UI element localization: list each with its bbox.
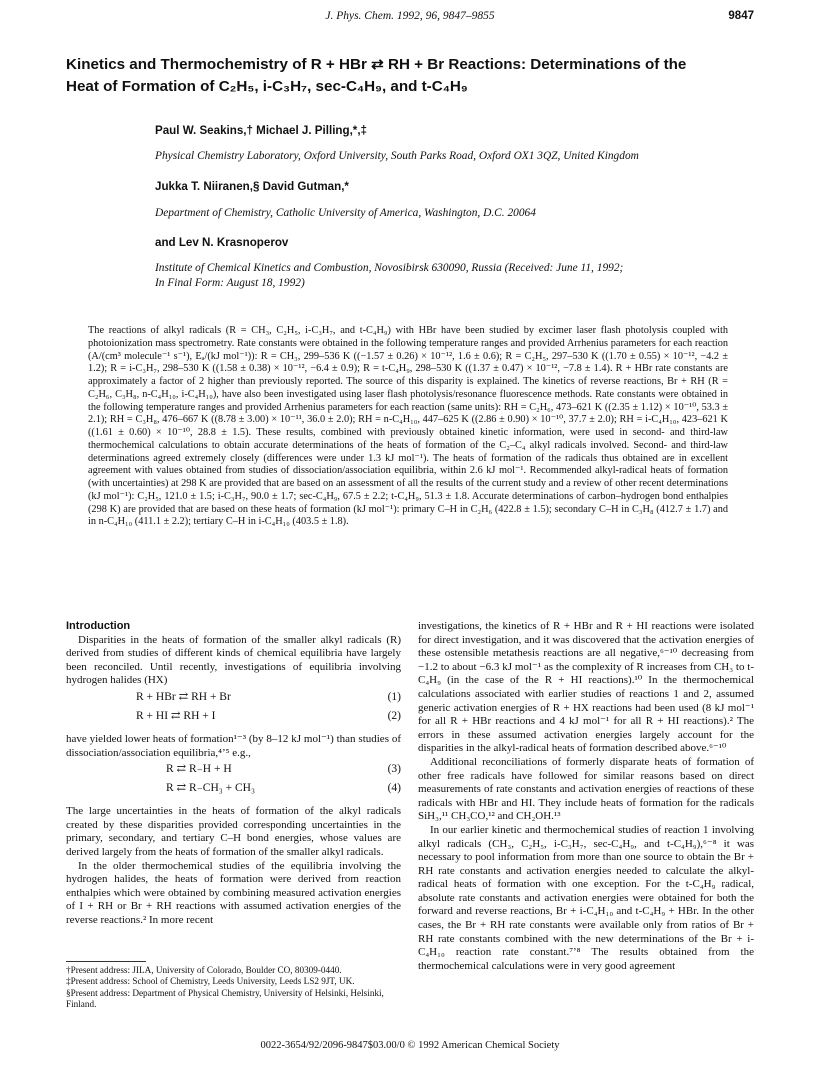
equation-4-text: R ⇄ R₋CH₃ + CH₃	[166, 782, 256, 795]
page-footer: 0022-3654/92/2096-9847$03.00/0 © 1992 American Chemical Society	[260, 1040, 560, 1051]
equation-3-text: R ⇄ R₋H + H	[166, 763, 232, 776]
left-column	[66, 620, 401, 928]
equation-1	[66, 691, 401, 710]
right-column	[418, 620, 754, 973]
intro-paragraph-5: investigations, the kinetics of R + HBr and R + HI reactions were isolated for direct investigation, and it was discovered that the activation energies of these ostensible metathesis reactions are all negative,⁶⁻¹⁰ decreasing from −1.2 to about −6.3 kJ mol⁻¹ as the complexity of R increases from CH₃ to t-C₄H₉ (in the case of the R + HI reactions).¹⁰ In the thermochemical calculations associated with earlier studies of reactions 1 and 2, assumed generic activation energies of R + HX reactions had been used (8 kJ mol⁻¹ for all R + HBr reactions and 4 kJ mol⁻¹ for all R + HI reactions).² The errors in these assumed activation energies largely account for the disparities in the alkyl-radical heats of formation described above.⁶⁻¹⁰	[418, 620, 754, 755]
affiliation-1: Physical Chemistry Laboratory, Oxford University, South Parks Road, Oxford OX1 3QZ, United Kingdom	[155, 150, 639, 162]
title-line-1: Kinetics and Thermochemistry of R + HBr ⇄ RH + Br Reactions: Determinations of the	[66, 56, 687, 73]
affiliation-3: Institute of Chemical Kinetics and Combustion, Novosibirsk 630090, Russia (Received: June 11, 1992; In Final Form: August 18, 1992)	[155, 262, 624, 289]
equation-2-text: R + HI ⇄ RH + I	[136, 709, 216, 722]
equation-3	[66, 763, 401, 782]
author-group-2: Jukka T. Niiranen,§ David Gutman,*	[155, 180, 349, 193]
equation-1-number: (1)	[387, 690, 401, 703]
intro-paragraph-1: Disparities in the heats of formation of the smaller alkyl radicals (R) derived from studies of different kinds of chemical equilibria have largely been reconciled. Until recently, investigations of equilibria involving hydrogen halides (HX)	[66, 633, 401, 687]
abstract: The reactions of alkyl radicals (R = CH₃, C₂H₅, i-C₃H₇, and t-C₄H₉) with HBr have been studied by excimer laser flash photolysis coupled with photoionization mass spectrometry. Rate constants were obtained in the following temperature ranges and provided Arrhenius parameters for each reaction (A/(cm³ molecule⁻¹ s⁻¹), Eₐ/(kJ mol⁻¹)): R = CH₃, 299–536 K ((−1.57 ± 0.26) × 10⁻¹², 1.6 ± 0.6); R = C₂H₅, 297–530 K ((1.70 ± 0.55) × 10⁻¹², −4.2 ± 1.2); R = i-C₃H₇, 298–530 K ((1.58 ± 0.38) × 10⁻¹², −6.4 ± 0.9); R = t-C₄H₉, 298–530 K ((1.37 ± 0.47) × 10⁻¹², −7.8 ± 1.4). R + HBr rate constants are approximately a factor of 2 higher than previously reported. The source of this disparity is explained. The kinetics of reverse reactions, Br + RH (R = C₂H₆, C₃H₈, n-C₄H₁₀, i-C₄H₁₀), have also been investigated using laser flash photolysis/resonance fluorescence methods. Rate constants were obtained in the following temperature ranges and provided Arrhenius parameters for each reaction (same units): RH = C₂H₆, 473–621 K ((2.35 ± 1.12) × 10⁻¹⁰, 53.3 ± 2.1); RH = C₃H₈, 476–667 K ((8.78 ± 3.00) × 10⁻¹¹, 36.0 ± 2.0); RH = n-C₄H₁₀, 447–625 K ((2.86 ± 0.90) × 10⁻¹⁰, 37.7 ± 2.0); RH = i-C₄H₁₀, 423–621 K ((1.61 ± 0.60) × 10⁻¹⁰, 28.8 ± 1.5). These results, combined with previously obtained kinetic information, were used in second- and third-law thermochemical calculations to obtain accurate determinations of the heats of formation of the C₂–C₄ alkyl radicals involved. Second- and third-law determinations agreed extremely closely (differences were under 1.3 kJ mol⁻¹). The heats of formation of the radicals thus obtained are in excellent agreement with values obtained from studies of dissociation/association equilibria, within 2.6 kJ mol⁻¹. Recommended alkyl-radical heats of formation (with uncertainties) at 298 K are provided that are based on an assessment of all the results of the current study and a review of other recent determinations (kJ mol⁻¹): C₂H₅, 121.0 ± 1.5; i-C₃H₇, 90.0 ± 1.7; sec-C₄H₉, 67.5 ± 2.2; t-C₄H₉, 51.3 ± 1.8. Accurate determinations of carbon–hydrogen bond enthalpies (298 K) are provided that are based on these heats of formation (kJ mol⁻¹): primary C–H in C₂H₆ (422.8 ± 1.5); secondary C–H in C₃H₈ (412.7 ± 1.7) and in n-C₄H₁₀ (411.1 ± 2.2); tertiary C–H in i-C₄H₁₀ (403.5 ± 1.8).	[88, 325, 728, 528]
page-number: 9847	[728, 10, 754, 22]
intro-paragraph-6: Additional reconciliations of formerly disparate heats of formation of other free radicals have followed for similar reasons based on direct measurements of rate constants and activation energies of reactions of these radicals with HBr and HI. They include heats of formation for the radicals SiH₃,¹¹ CH₃CO,¹² and CH₂OH.¹³	[418, 755, 754, 823]
equation-4	[66, 782, 401, 801]
footnote-rule	[66, 961, 146, 962]
equation-1-text: R + HBr ⇄ RH + Br	[136, 690, 231, 703]
intro-paragraph-3: The large uncertainties in the heats of formation of the alkyl radicals created by these disparities provided corresponding uncertainties in the primary, secondary, and tertiary C–H bond energies, whose values are derived largely from the heats of formation of the smaller alkyl radicals.	[66, 805, 401, 858]
intro-paragraph-4: In the older thermochemical studies of the equilibria involving the hydrogen halides, the heats of formation were derived from reaction enthalpies which were obtained by combining measured activation energies of I + RH or Br + RH reactions with assumed activation energies of the reverse reactions.² In more recent	[66, 859, 401, 926]
equation-2-number: (2)	[387, 709, 401, 722]
equation-4-number: (4)	[387, 782, 401, 795]
intro-paragraph-7: In our earlier kinetic and thermochemical studies of reaction 1 involving alkyl radicals (CH₃, C₂H₅, i-C₃H₇, sec-C₄H₉, and t-C₄H₉),⁶⁻⁸ it was necessary to pool information from more than one source to obtain the Br + RH rate constants and activation energies needed to calculate the alkyl-radical heats of formation with one exception. For the t-C₄H₉ radical, absolute rate constants and activation energies were obtained for both the forward and reverse reactions, Br + i-C₄H₁₀ and t-C₄H₉ + HBr. In the other cases, the Br + RH rate constants were available only from ratios of Br + RH rate constants combined with the new determinations of the Br + i-C₄H₁₀ reaction rate constant.⁷ʼ⁸ The results obtained from the thermochemical calculations were in very good agreement	[418, 823, 754, 972]
section-heading-introduction: Introduction	[66, 620, 131, 632]
affiliation-2: Department of Chemistry, Catholic University of America, Washington, D.C. 20064	[155, 207, 536, 219]
paper-title	[66, 54, 766, 98]
footnote-1: †Present address: JILA, University of Colorado, Boulder CO, 80309-0440.	[66, 965, 342, 975]
equation-3-number: (3)	[387, 763, 401, 776]
footnotes	[66, 961, 401, 1011]
author-group-1: Paul W. Seakins,† Michael J. Pilling,*,‡	[155, 124, 367, 137]
footnote-2: ‡Present address: School of Chemistry, Leeds University, Leeds LS2 9JT, UK.	[66, 976, 355, 987]
footnote-3: §Present address: Department of Physical Chemistry, University of Helsinki, Helsinki, Finland.	[66, 987, 384, 1010]
equation-2	[66, 710, 401, 729]
running-header	[0, 10, 820, 26]
title-line-2: Heat of Formation of C₂H₅, i-C₃H₇, sec-C₄H₉, and t-C₄H₉	[66, 78, 468, 95]
author-group-3: and Lev N. Krasnoperov	[155, 236, 289, 249]
journal-citation: J. Phys. Chem. 1992, 96, 9847–9855	[325, 10, 495, 22]
intro-paragraph-2: have yielded lower heats of formation¹⁻³ (by 8–12 kJ mol⁻¹) than studies of dissociation/association equilibria,⁴ʼ⁵ e.g.,	[66, 732, 401, 759]
